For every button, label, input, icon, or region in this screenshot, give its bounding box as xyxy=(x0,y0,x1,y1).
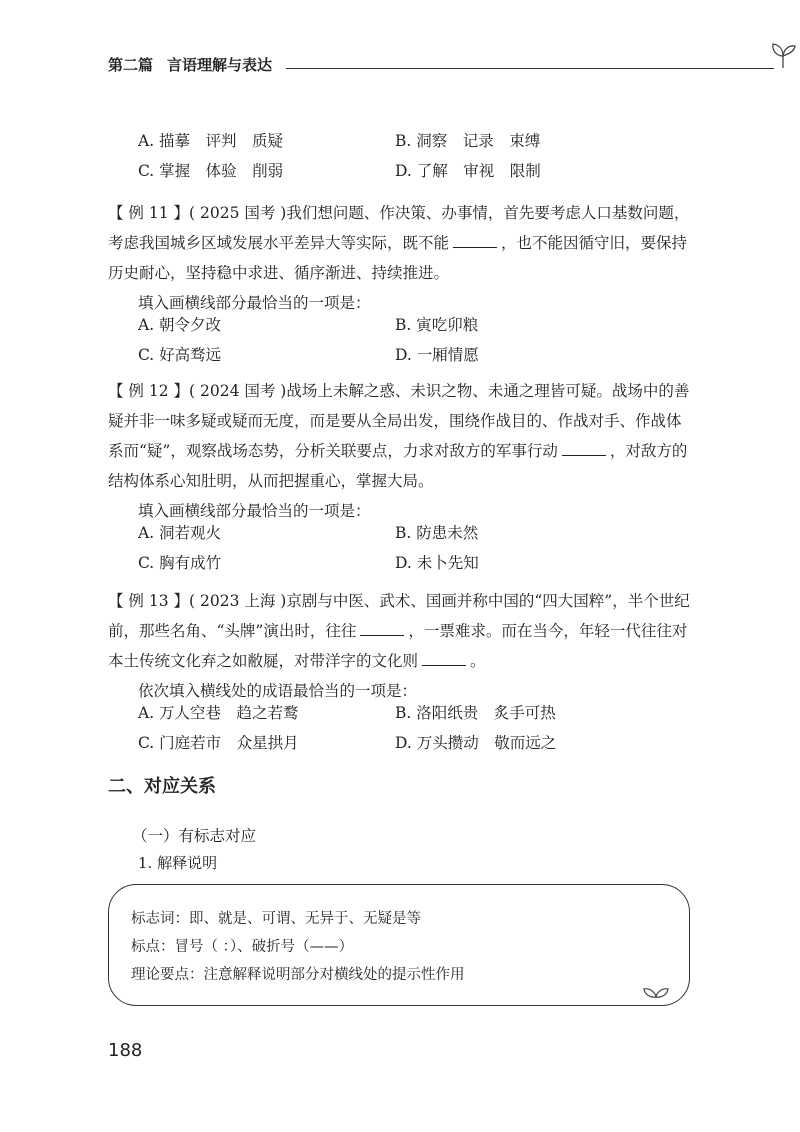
option-row xyxy=(138,698,698,728)
option-c: C. 掌握 体验 削弱 xyxy=(138,162,284,180)
option-d: D. 一厢情愿 xyxy=(395,346,479,364)
q12-stem xyxy=(108,376,690,496)
option-b: B. 洛阳纸贵 炙手可热 xyxy=(395,704,556,722)
option-a: A. 朝令夕改 xyxy=(138,316,222,334)
callout-content xyxy=(131,905,465,989)
option-row xyxy=(138,340,698,370)
q10-options xyxy=(138,126,698,186)
option-row xyxy=(138,518,698,548)
q13-options xyxy=(138,698,698,758)
page-number: 188 xyxy=(108,1040,143,1061)
section-heading: 二、对应关系 xyxy=(108,776,216,797)
sprout-icon xyxy=(768,40,798,70)
callout-line-markers: 标志词：即、就是、可谓、无异于、无疑是等 xyxy=(131,911,421,927)
header-rule xyxy=(286,68,774,69)
option-d: D. 了解 审视 限制 xyxy=(395,162,541,180)
option-row xyxy=(138,548,698,578)
callout-line-punctuation: 标点：冒号（ ：）、破折号（——） xyxy=(131,939,354,955)
option-row xyxy=(138,728,698,758)
option-a: A. 描摹 评判 质疑 xyxy=(138,132,284,150)
option-d: D. 万头攒动 敬而远之 xyxy=(395,734,557,752)
q11-stem xyxy=(108,198,690,288)
q12-options xyxy=(138,518,698,578)
option-d: D. 未卜先知 xyxy=(395,554,479,572)
option-b: B. 洞察 记录 束缚 xyxy=(395,132,541,150)
fill-blank xyxy=(453,231,497,248)
q11-text-after: ，也不能因循守旧，要保持历史耐心，坚持稳中求进、循序渐进、持续推进。 xyxy=(108,234,688,282)
header-text xyxy=(108,54,286,75)
option-b: B. 寅吃卯粮 xyxy=(395,316,479,334)
q12-text-after: ，对敌方的结构体系心知肚明，从而把握重心，掌握大局。 xyxy=(108,442,688,490)
q13-stem xyxy=(108,586,690,676)
option-c: C. 门庭若市 众星拱月 xyxy=(138,734,299,752)
fill-blank xyxy=(422,649,466,666)
option-row xyxy=(138,156,698,186)
option-c: C. 胸有成竹 xyxy=(138,554,222,572)
option-a: A. 洞若观火 xyxy=(138,524,222,542)
q12-text-before: 战场上未解之惑、未识之物、未通之理皆可疑。战场中的善疑并非一味多疑或疑而无度，而是要从全局出发，围绕作战目的、作战对手、作战体系而“疑”，观察战场态势，分析关联要点，力求对敌方的军事行动 xyxy=(108,382,690,460)
q13-label: 【 例 13 】 xyxy=(108,592,190,610)
item-heading: 1. 解释说明 xyxy=(138,854,218,872)
header-title: 言语理解与表达 xyxy=(167,56,273,74)
q13-text-1: 京剧与中医、武术、国画并称中国的“四大国粹”，半个世纪前，那些名角、“头牌”演出时，往往 xyxy=(108,592,690,640)
q11-source: ( 2025 国考 ) xyxy=(189,204,287,222)
option-c: C. 好高骛远 xyxy=(138,346,222,364)
option-row xyxy=(138,126,698,156)
leaf-icon xyxy=(643,985,669,999)
q11-prompt: 填入画横线部分最恰当的一项是： xyxy=(138,294,371,312)
q12-label: 【 例 12 】 xyxy=(108,382,190,400)
option-row xyxy=(138,310,698,340)
q13-text-2: ，一票难求。而在当今，年轻一代往往对本土传统文化弃之如敝屣，对带洋字的文化则 xyxy=(108,622,688,670)
callout-box xyxy=(108,884,690,1006)
fill-blank xyxy=(360,619,404,636)
q13-text-3: 。 xyxy=(470,652,486,670)
callout-line-theory: 理论要点：注意解释说明部分对横线处的提示性作用 xyxy=(131,967,465,983)
option-b: B. 防患未然 xyxy=(395,524,479,542)
fill-blank xyxy=(562,439,606,456)
running-header xyxy=(108,54,698,82)
q12-source: ( 2024 国考 ) xyxy=(189,382,287,400)
header-part: 第二篇 xyxy=(108,56,154,74)
q11-label: 【 例 11 】 xyxy=(108,204,190,222)
q11-options xyxy=(138,310,698,370)
q12-prompt: 填入画横线部分最恰当的一项是： xyxy=(138,502,371,520)
option-a: A. 万人空巷 趋之若鹜 xyxy=(138,704,299,722)
q13-prompt: 依次填入横线处的成语最恰当的一项是： xyxy=(138,682,418,700)
subsection-heading: （一）有标志对应 xyxy=(132,827,257,845)
q11-text-before: 我们想问题、作决策、办事情，首先要考虑人口基数问题，考虑我国城乡区域发展水平差异大等实际，既不能 xyxy=(108,204,690,252)
q13-source: ( 2023 上海 ) xyxy=(189,592,287,610)
